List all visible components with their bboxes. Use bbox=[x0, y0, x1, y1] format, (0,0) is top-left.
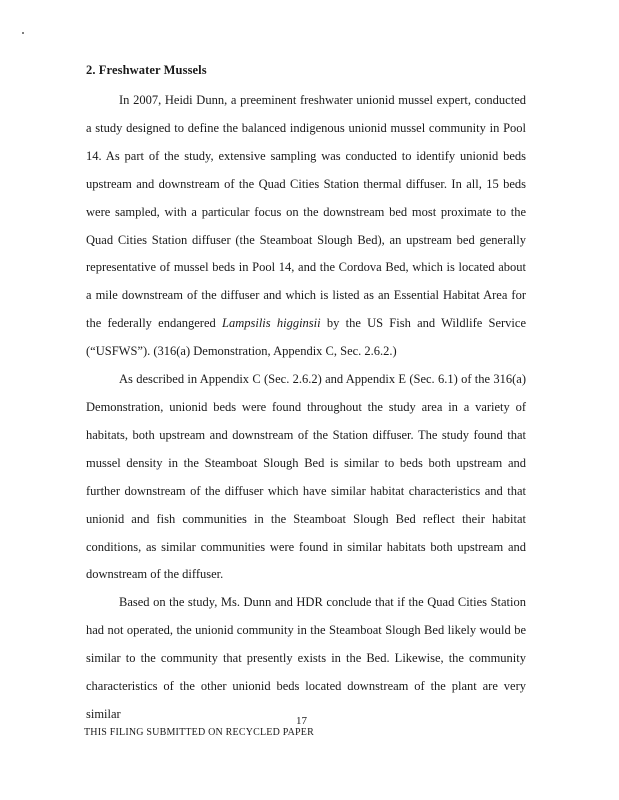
page-number bbox=[0, 715, 619, 727]
recycled-paper-notice: THIS FILING SUBMITTED ON RECYCLED PAPER bbox=[84, 727, 314, 738]
species-name: Lampsilis higginsii bbox=[222, 316, 321, 331]
paragraph-2: As described in Appendix C (Sec. 2.6.2) and Appendix E (Sec. 6.1) of the 316(a) Demonstration, unionid beds were found throughout the study area in a variety of habitats, both upstream and downstream of the Station diffuser. The study found that mussel density in the Steamboat Slough Bed is similar to beds both upstream and further downstream of the diffuser which have similar habitat characteristics and that unionid and fish communities in the Steamboat Slough Bed reflect their habitat conditions, as similar communities were found in similar habitats both upstream and downstream of the diffuser. bbox=[86, 372, 526, 582]
scan-speck bbox=[22, 32, 24, 34]
body-text bbox=[86, 87, 526, 729]
page-number-text: 17 bbox=[296, 715, 307, 727]
paragraph-1 bbox=[86, 87, 526, 366]
paragraph-3: Based on the study, Ms. Dunn and HDR conclude that if the Quad Cities Station had not operated, the unionid community in the Steamboat Slough Bed likely would be similar to the community that presently exists in the Bed. Likewise, the community characteristics of the other unionid beds located downstream of the plant are very similar bbox=[86, 595, 526, 721]
section-heading: 2. Freshwater Mussels bbox=[86, 63, 207, 77]
paragraph-1-part-2: by the US Fish and Wildlife Service (“USFWS”). (316(a) Demonstration, Appendix C, Sec. 2.6.2.) bbox=[86, 316, 526, 359]
paragraph-1-part-1: In 2007, Heidi Dunn, a preeminent freshwater unionid mussel expert, conducted a study designed to define the balanced indigenous unionid mussel community in Pool 14. As part of the study, extensive sampling was conducted to identify unionid beds upstream and downstream of the Quad Cities Station thermal diffuser. In all, 15 beds were sampled, with a particular focus on the downstream bed most proximate to the Quad Cities Station diffuser (the Steamboat Slough Bed), an upstream bed generally representative of mussel beds in Pool 14, and the Cordova Bed, which is located about a mile downstream of the diffuser and which is listed as an Essential Habitat Area for the federally endangered bbox=[86, 93, 526, 331]
